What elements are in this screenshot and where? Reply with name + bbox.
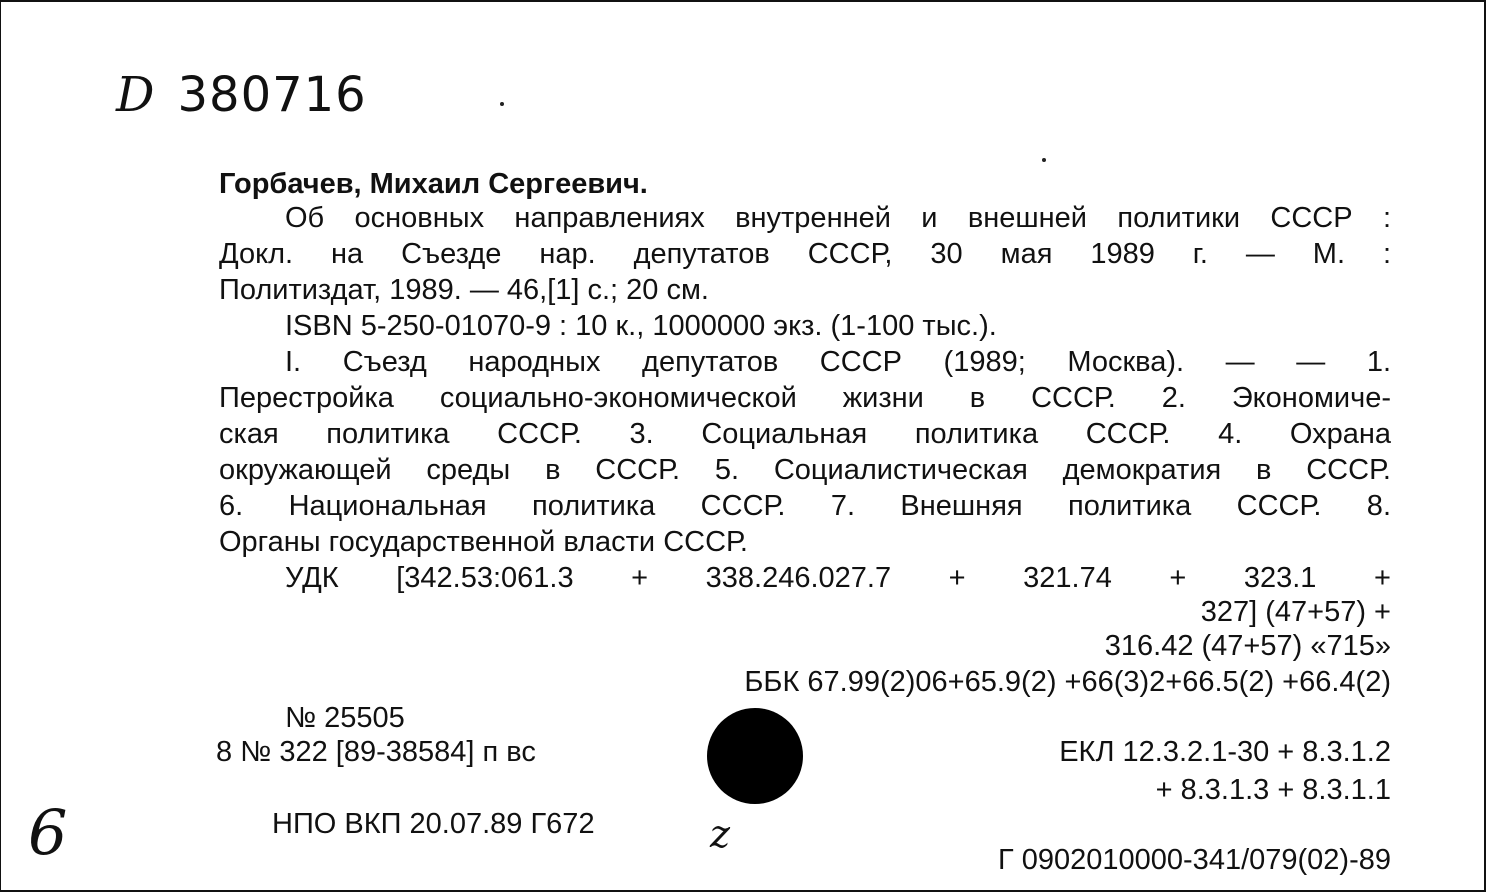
- ekl-line: + 8.3.1.3 + 8.3.1.1: [1155, 774, 1391, 806]
- author-heading: Горбачев, Михаил Сергеевич.: [219, 168, 648, 200]
- subject-line: ская политика СССР. 3. Социальная политика СССР. 4. Охрана: [219, 418, 1391, 450]
- udk-part: 321.74: [1023, 562, 1112, 594]
- udk-plus: +: [1373, 562, 1391, 594]
- udk-line: [285, 560, 1391, 596]
- title-line: Докл. на Съезде нар. депутатов СССР, 30 мая 1989 г. — М. :: [219, 238, 1391, 270]
- isbn-line: ISBN 5-250-01070-9 : 10 к., 1000000 экз. (1-100 тыс.).: [285, 310, 997, 342]
- order-line: 8 № 322 [89-38584] п вс: [216, 736, 536, 768]
- subject-line: Перестройка социально-экономической жизни в СССР. 2. Экономиче-: [219, 382, 1391, 414]
- udk-part: [342.53:061.3: [396, 562, 574, 594]
- npo-line: НПО ВКП 20.07.89 Г672: [272, 808, 595, 840]
- speck-dot: [1042, 158, 1046, 162]
- udk-part: 338.246.027.7: [705, 562, 892, 594]
- subject-line: окружающей среды в СССР. 5. Социалистическая демократия в СССР.: [219, 454, 1391, 486]
- subject-line: I. Съезд народных депутатов СССР (1989; Москва). — — 1.: [285, 346, 1391, 378]
- title-line: Об основных направлениях внутренней и внешней политики СССР :: [285, 202, 1391, 234]
- udk-continuation: 327] (47+57) +: [1200, 596, 1391, 628]
- handwritten-z: z: [710, 812, 731, 856]
- call-number: [116, 60, 367, 130]
- udk-plus: +: [1169, 562, 1187, 594]
- bbk-line: ББК 67.99(2)06+65.9(2) +66(3)2+66.5(2) +66.4(2): [744, 666, 1391, 698]
- handwritten-mark: 6: [28, 796, 68, 869]
- call-prefix: D: [116, 67, 156, 123]
- udk-part: 323.1: [1243, 562, 1317, 594]
- publisher-code: Г 0902010000-341/079(02)-89: [997, 844, 1391, 876]
- speck-dot: [500, 102, 504, 106]
- card-number: № 25505: [285, 702, 405, 734]
- udk-plus: +: [948, 562, 966, 594]
- udk-label: УДК: [285, 562, 339, 594]
- subject-line: 6. Национальная политика СССР. 7. Внешняя политика СССР. 8.: [219, 490, 1391, 522]
- card-body: [219, 200, 1391, 560]
- udk-continuation: 316.42 (47+57) «715»: [1104, 630, 1391, 662]
- subject-line: Органы государственной власти СССР.: [219, 526, 748, 558]
- punch-hole: [707, 708, 803, 804]
- udk-plus: +: [631, 562, 649, 594]
- ekl-line: ЕКЛ 12.3.2.1-30 + 8.3.1.2: [1059, 736, 1391, 768]
- title-line: Политиздат, 1989. — 46,[1] с.; 20 см.: [219, 274, 709, 306]
- call-number-value: 380716: [177, 67, 367, 123]
